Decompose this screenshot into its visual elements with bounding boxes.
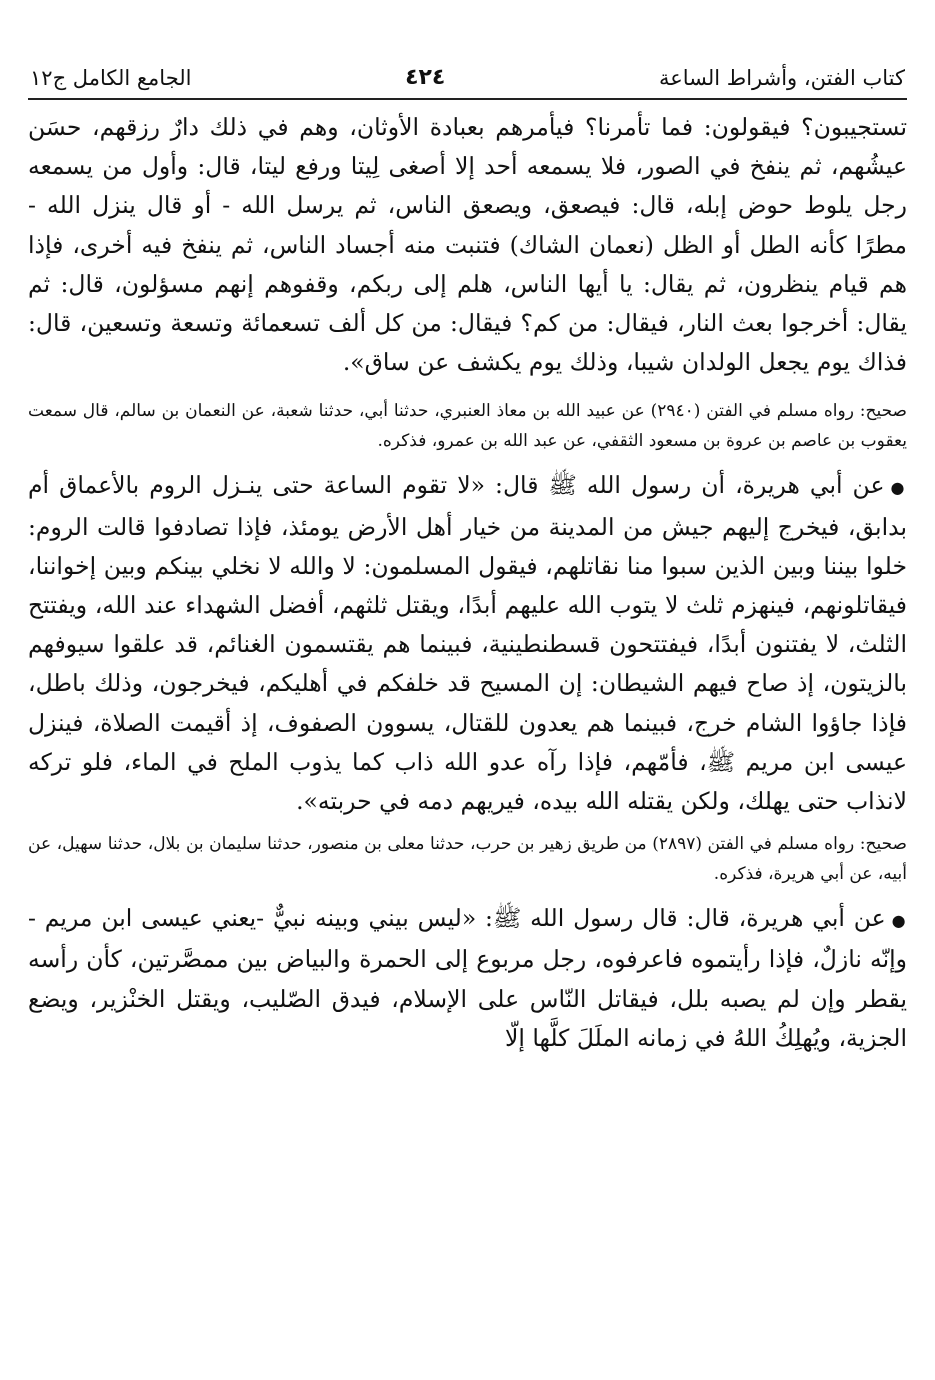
book-page [28, 40, 907, 1370]
note-text: صحيح: رواه مسلم في الفتن (٢٨٩٧) من طريق زهير بن حرب، حدثنا معلى بن منصور، حدثنا سليمان بن بلال، حدثنا سهيل، عن أبيه، عن أبي هريرة، فذكره. [28, 834, 907, 885]
hadith-paragraph [28, 466, 907, 821]
bullet-icon: ● [891, 911, 907, 931]
main-text [28, 108, 907, 1058]
hadith-paragraph [28, 899, 907, 1058]
running-header [28, 40, 907, 100]
paragraph-text: عن أبي هريرة، أن رسول الله ﷺ قال: «لا تقوم الساعة حتى ينـزل الروم بالأعماق أم بدابق، فيخرج إليهم جيش من المدينة من خيار أهل الأرض يومئذ، فإذا تصادفوا قالت الروم: خلوا بيننا وبين الذين سبوا منا نقاتلهم، فيقول المسلمون: لا والله لا نخلي بينكم وبين إخواننا، فيقاتلونهم، فينهزم ثلث لا يتوب الله عليهم أبدًا، ويقتل ثلثهم، أفضل الشهداء عند الله، ويفتتح الثلث، لا يفتنون أبدًا، فيفتتحون قسطنطينية، فبينما هم يقتسمون الغنائم، قد علقوا سيوفهم بالزيتون، إذ صاح فيهم الشيطان: إن المسيح قد خلفكم في أهليكم، فيخرجون، وذلك باطل، فإذا جاؤوا الشام خرج، فبينما هم يعدون للقتال، يسوون الصفوف، إذ أقيمت الصلاة، فينزل عيسى ابن مريم ﷺ، فأمّهم، فإذا رآه عدو الله ذاب كما يذوب الملح في الماء، فلو تركه لانذاب حتى يهلك، ولكن يقتله الله بيده، فيريهم دمه في حربته». [28, 471, 907, 816]
bullet-icon: ● [890, 478, 908, 498]
header-book-title: الجامع الكامل ج١٢ [30, 66, 192, 90]
paragraph-text: عن أبي هريرة، قال: قال رسول الله ﷺ: «ليس بيني وبينه نبيٌّ -يعني عيسى ابن مريم - وإنّه نازلٌ، فإذا رأيتموه فاعرفوه، رجل مربوع إلى الحمرة والبياض بين ممصَّرتين، كأن رأسه يقطر وإن لم يصبه بلل، فيقاتل النّاس على الإسلام، فيدق الصّليب، ويقتل الخنْزير، ويضع الجزية، ويُهلِكُ اللهُ في زمانه الملَلَ كلَّها إلّا [28, 904, 907, 1052]
note-text: صحيح: رواه مسلم في الفتن (٢٩٤٠) عن عبيد الله بن معاذ العنبري، حدثنا أبي، حدثنا شعبة، عن النعمان بن سالم، قال سمعت يعقوب بن عاصم بن عروة بن مسعود الثقفي، عن عبد الله بن عمرو، فذكره. [28, 401, 907, 452]
header-section-title: كتاب الفتن، وأشراط الساعة [658, 66, 905, 90]
takhrij-note [28, 829, 907, 889]
page-number: ٤٢٤ [405, 65, 446, 90]
hadith-paragraph [28, 108, 907, 382]
takhrij-note [28, 396, 907, 456]
paragraph-text: تستجيبون؟ فيقولون: فما تأمرنا؟ فيأمرهم بعبادة الأوثان، وهم في ذلك دارٌ رزقهم، حسَن عيشُهم، ثم ينفخ في الصور، فلا يسمعه أحد إلا أصغى لِيتا ورفع ليتا، قال: وأول من يسمعه رجل يلوط حوض إبله، قال: فيصعق، ويصعق الناس، ثم يرسل الله - أو قال ينزل الله - مطرًا كأنه الطل أو الظل (نعمان الشاك) فتنبت منه أجساد الناس، ثم ينفخ فيه أخرى، فإذا هم قيام ينظرون، ثم يقال: يا أيها الناس، هلم إلى ربكم، وقفوهم إنهم مسؤلون، قال: ثم يقال: أخرجوا بعث النار، فيقال: من كم؟ فيقال: من كل ألف تسعمائة وتسعة وتسعين، قال: فذاك يوم يجعل الولدان شيبا، وذلك يوم يكشف عن ساق». [28, 113, 907, 377]
